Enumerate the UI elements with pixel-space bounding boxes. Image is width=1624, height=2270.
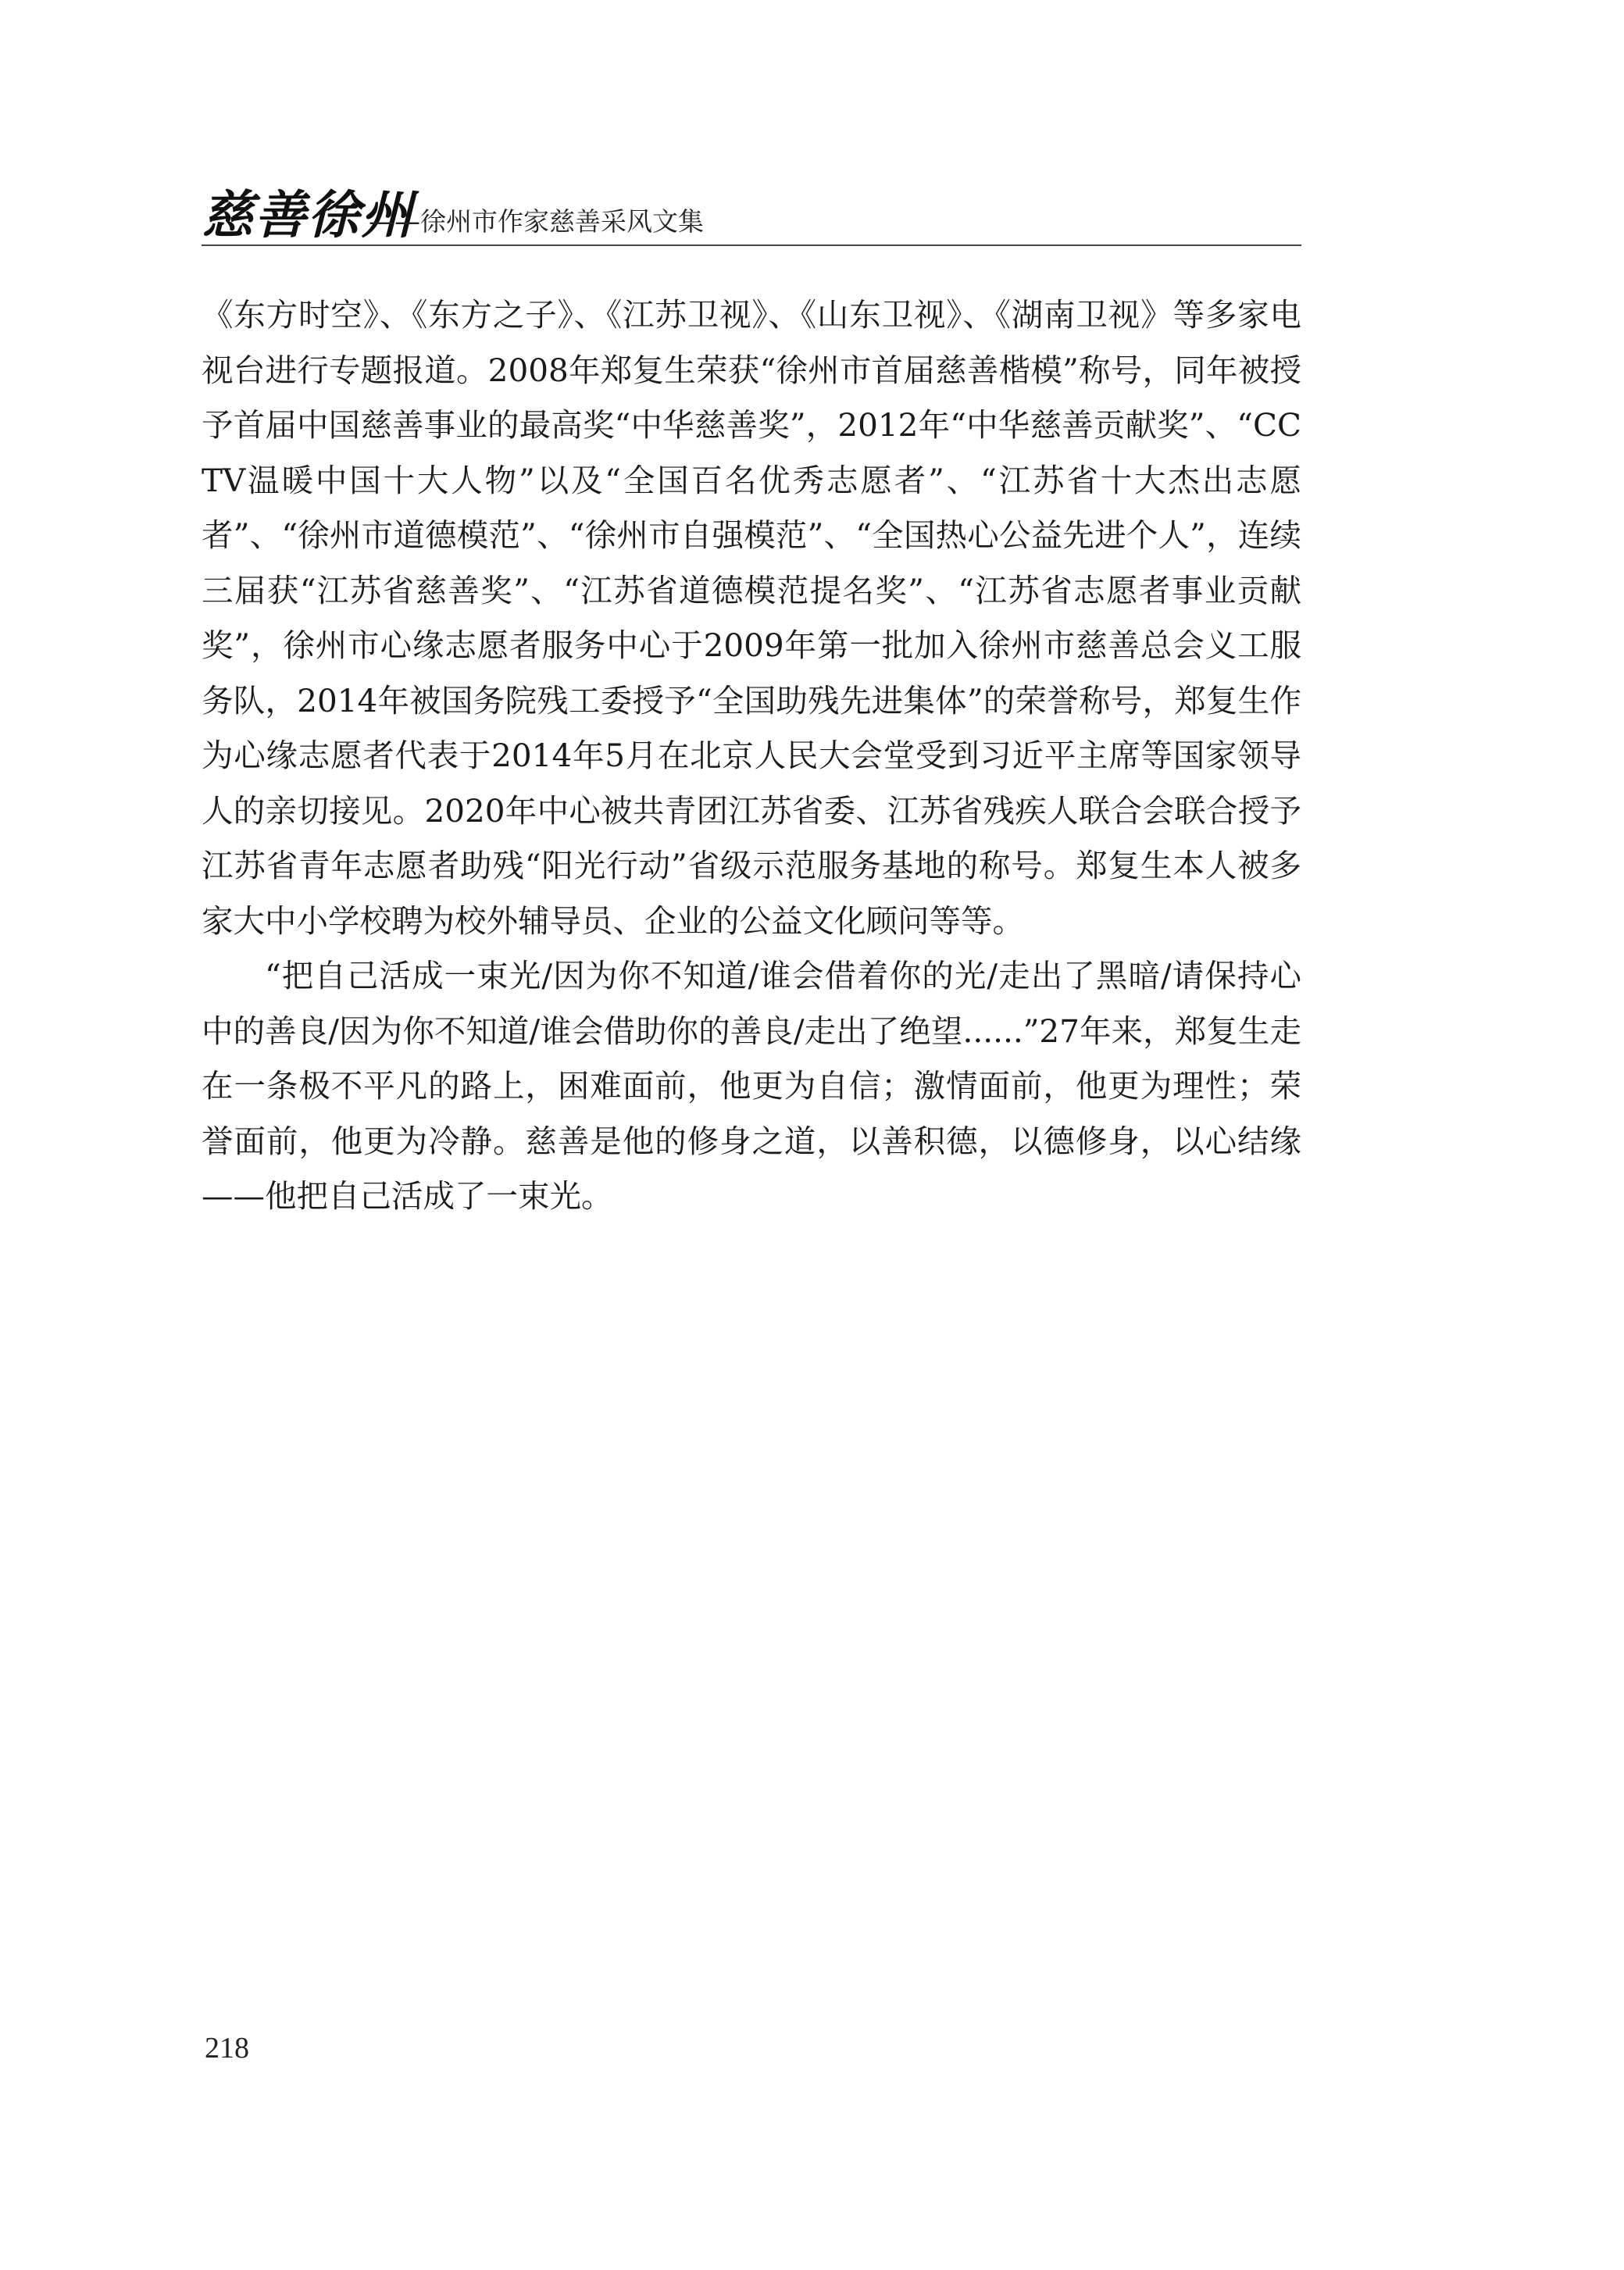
paragraph-quote: “把自己活成一束光/因为你不知道/谁会借着你的光/走出了黑暗/请保持心中的善良/因为你不知道/谁会借助你的善良/走出了绝望......”27年来，郑复生走在一条极不平凡的路上，困难面前，他更为自信；激情面前，他更为理性；荣誉面前，他更为冷静。慈善是他的修身之道，以善积德，以德修身，以心结缘——他把自己活成了一束光。	[202, 957, 1301, 1215]
header-rule	[202, 244, 1301, 246]
header-subtitle: ——徐州市作家慈善采风文集	[369, 206, 704, 237]
header-logo: 慈善徐州	[202, 184, 414, 245]
running-header	[202, 184, 1301, 247]
body-text	[202, 287, 1301, 1224]
page-number: 218	[205, 2032, 249, 2065]
paragraph-continued: 《东方时空》、《东方之子》、《江苏卫视》、《山东卫视》、《湖南卫视》等多家电视台进行专题报道。2008年郑复生荣获“徐州市首届慈善楷模”称号，同年被授予首届中国慈善事业的最高奖“中华慈善奖”，2012年“中华慈善贡献奖”、“CCTV温暖中国十大人物”以及“全国百名优秀志愿者”、“江苏省十大杰出志愿者”、“徐州市道德模范”、“徐州市自强模范”、“全国热心公益先进个人”，连续三届获“江苏省慈善奖”、“江苏省道德模范提名奖”、“江苏省志愿者事业贡献奖”，徐州市心缘志愿者服务中心于2009年第一批加入徐州市慈善总会义工服务队，2014年被国务院残工委授予“全国助残先进集体”的荣誉称号，郑复生作为心缘志愿者代表于2014年5月在北京人民大会堂受到习近平主席等国家领导人的亲切接见。2020年中心被共青团江苏省委、江苏省残疾人联合会联合授予江苏省青年志愿者助残“阳光行动”省级示范服务基地的称号。郑复生本人被多家大中小学校聘为校外辅导员、企业的公益文化顾问等等。	[202, 296, 1301, 940]
